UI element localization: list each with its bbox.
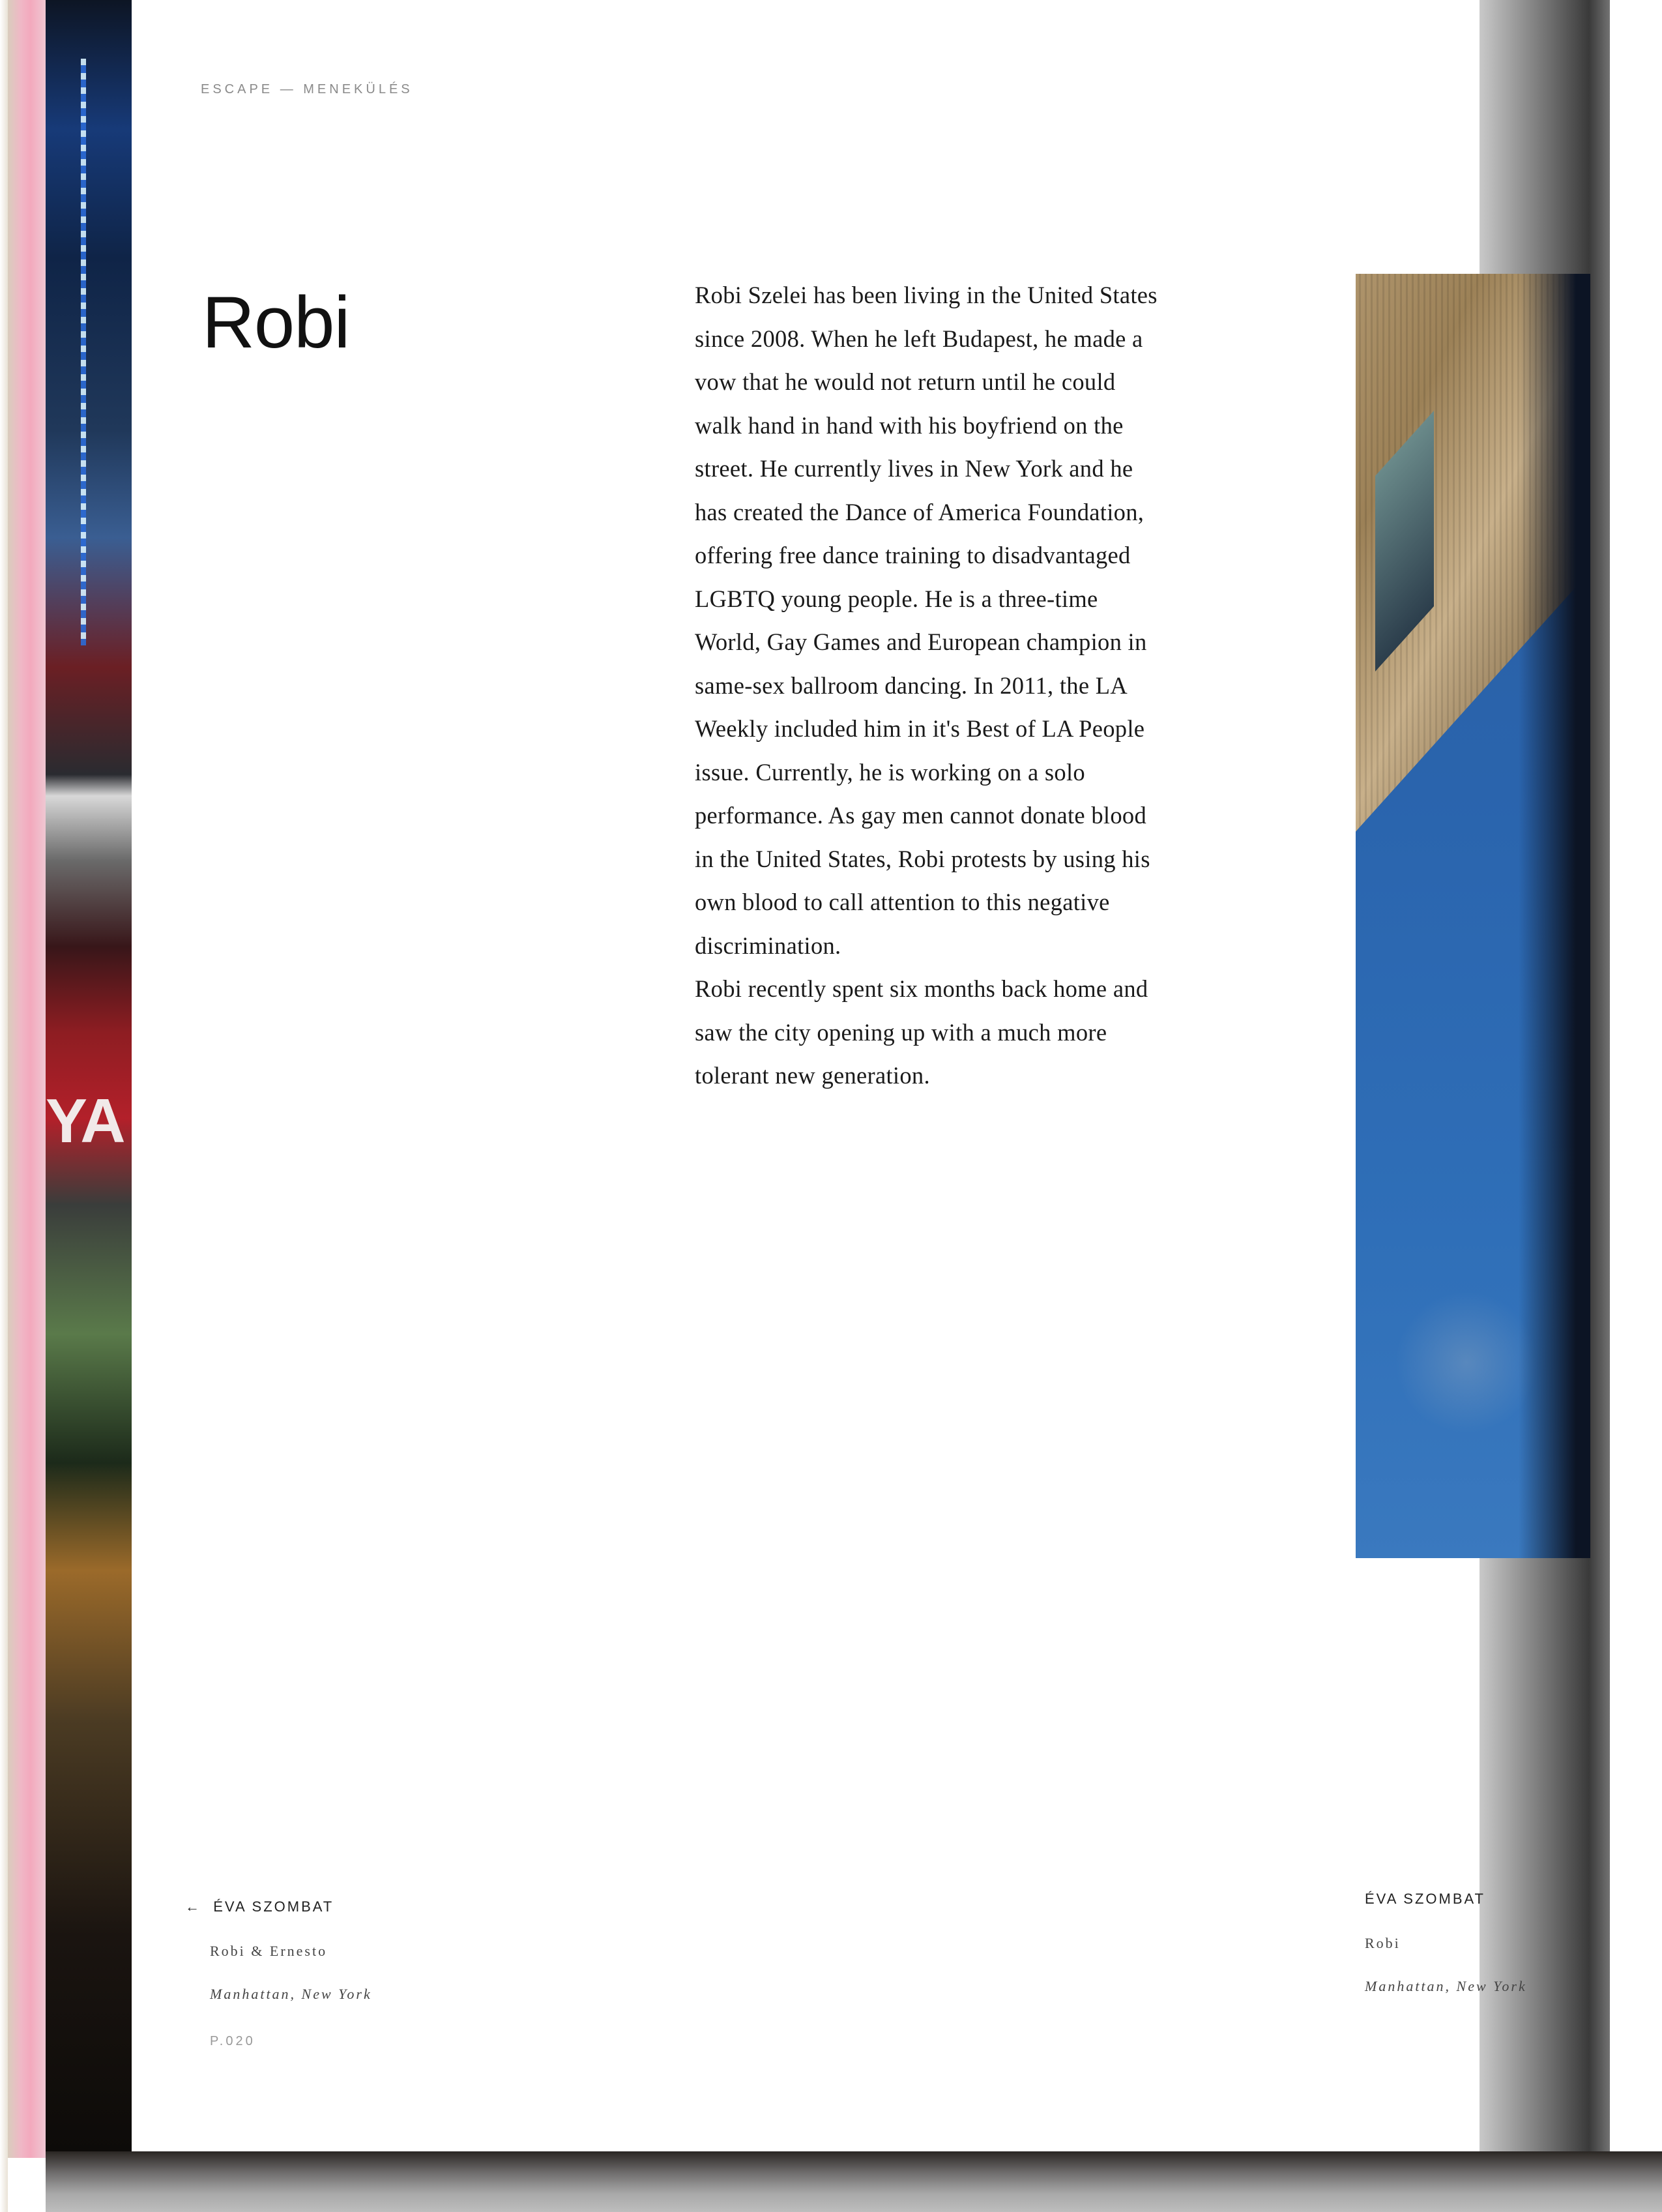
left-photo xyxy=(46,0,132,2151)
body-text xyxy=(695,274,1164,1098)
right-caption-place: Manhattan, New York xyxy=(1365,1978,1527,1994)
book-bottom-edge xyxy=(46,2151,1662,2212)
page-title: Robi xyxy=(202,282,350,363)
right-photo xyxy=(1356,274,1590,1558)
left-caption-photographer xyxy=(185,1898,334,1915)
photo-shadow xyxy=(1519,274,1590,1558)
running-head: ESCAPE — MENEKÜLÉS xyxy=(201,82,413,96)
left-caption-work: Robi & Ernesto xyxy=(210,1943,328,1959)
page-edge-stack xyxy=(8,0,46,2158)
body-paragraph: Robi recently spent six months back home and saw the city opening up with a much more tolerant new generation. xyxy=(695,975,1148,1089)
neon-lights xyxy=(81,59,86,645)
sun-glare xyxy=(1395,1291,1538,1434)
scan-margin xyxy=(0,0,8,2212)
right-caption-photographer: ÉVA SZOMBAT xyxy=(1365,1891,1485,1907)
body-paragraph: Robi Szelei has been living in the United States since 2008. When he left Budapest, he made a vow that he would not return until he could walk hand in hand with his boyfriend on the street. He currently lives in New York and he has created the Dance of America Foundation, offering free dance training to disadvantaged LGBTQ young people. He is a three-time World, Gay Games and European champion in same-sex ballroom dancing. In 2011, the LA Weekly included him in it's Best of LA People issue. Currently, he is working on a solo performance. As gay men cannot donate blood in the United States, Robi protests by using his own blood to call attention to this negative discrimination. xyxy=(695,282,1158,959)
photo-sign-text: YA xyxy=(46,1086,124,1156)
left-caption-place: Manhattan, New York xyxy=(210,1986,372,2002)
page-number: P.020 xyxy=(210,2034,255,2048)
arrow-left-icon: ← xyxy=(185,1898,201,1915)
right-caption-work: Robi xyxy=(1365,1935,1401,1951)
photographer-name: ÉVA SZOMBAT xyxy=(213,1898,334,1915)
